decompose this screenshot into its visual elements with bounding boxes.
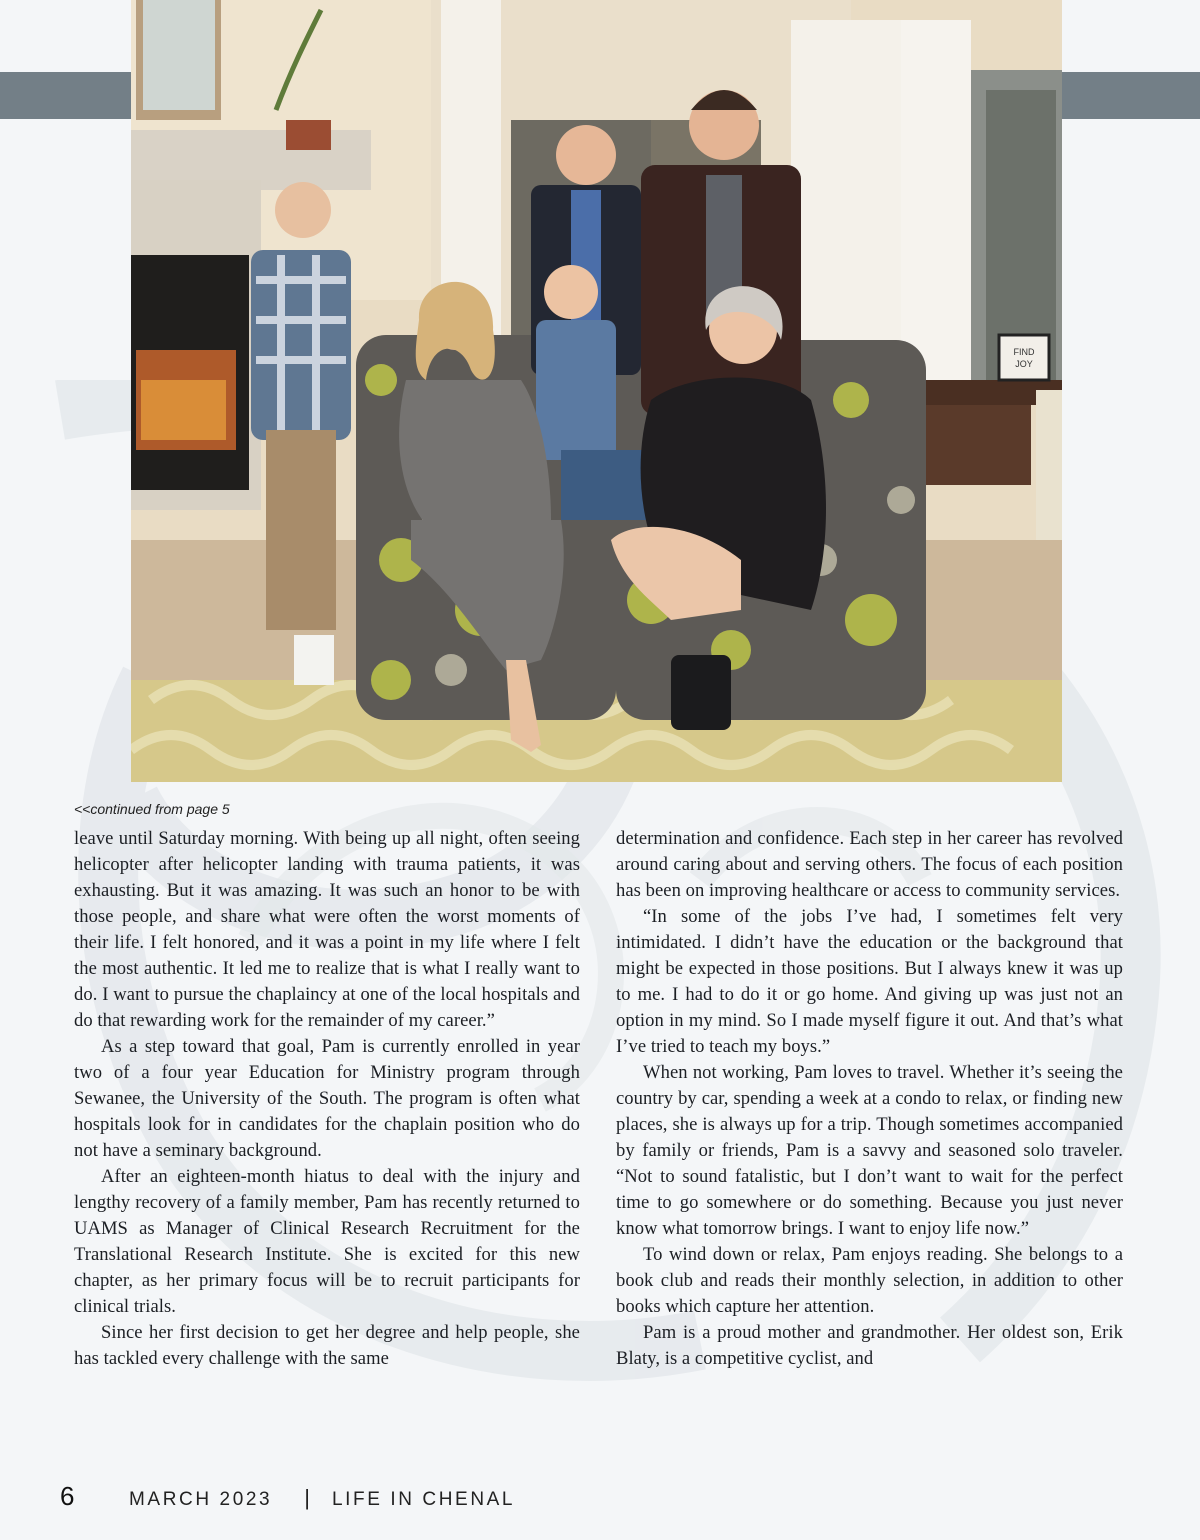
sign-line-2: JOY — [1015, 359, 1033, 369]
paragraph: As a step toward that goal, Pam is currently enrolled in year two of a four year Education for Ministry program through Sewanee, the University of the South. The program is often what hospitals look for in candidates for the chaplain position who do not have a seminary background. — [74, 1036, 580, 1161]
paragraph: Since her first decision to get her degree and help people, she has tackled every challenge with the same — [74, 1322, 580, 1369]
paragraph: When not working, Pam loves to travel. Whether it’s seeing the country by car, spending a week at a condo to relax, or finding new places, she is always up for a trip. Though sometimes accompanied by family or friends, Pam is a savvy and seasoned solo traveler. “Not to sound fatalistic, but I don’t want to wait for the perfect time to go somewhere or do something. Because you just never know what tomorrow brings. I want to enjoy life now.” — [616, 1062, 1123, 1239]
issue-date: MARCH 2023 — [129, 1489, 273, 1510]
paragraph: “In some of the jobs I’ve had, I sometimes felt very intimidated. I didn’t have the education or the background that might be expected in those positions. But I always knew it was up to me. I had to do it or go home. And giving up was just not an option in my mind. So I made myself figure it out. And that’s what I’ve tried to teach my boys.” — [616, 906, 1123, 1057]
accent-bar-right — [1062, 72, 1200, 119]
magazine-name: LIFE IN CHENAL — [331, 1489, 516, 1510]
continued-note: <<continued from page 5 — [74, 801, 230, 817]
paragraph: Pam is a proud mother and grandmother. Her oldest son, Erik Blaty, is a competitive cyclist, and — [616, 1322, 1123, 1369]
article-column-left — [74, 826, 580, 1372]
paragraph: determination and confidence. Each step in her career has revolved around caring about and serving others. The focus of each position has been on improving healthcare or access to community services. — [616, 828, 1123, 901]
article-column-right — [616, 826, 1123, 1372]
footer-separator: | — [304, 1485, 310, 1510]
page-footer — [60, 1481, 515, 1512]
sign-line-1: FIND — [1013, 347, 1035, 357]
family-portrait-photo — [131, 0, 1062, 782]
page-number: 6 — [60, 1481, 75, 1511]
paragraph: To wind down or relax, Pam enjoys reading. She belongs to a book club and reads their monthly selection, in addition to other books which capture her attention. — [616, 1244, 1123, 1317]
family-portrait-illustration — [131, 0, 1062, 782]
paragraph: leave until Saturday morning. With being up all night, often seeing helicopter after helicopter landing with trauma patients, it was exhausting. But it was amazing. It was such an honor to be with those people, and share what were often the worst moments of their life. I felt honored, and it was a point in my life where I felt the most authentic. It led me to realize that is what I really want to do. I want to pursue the chaplaincy at one of the local hospitals and do that rewarding work for the remainder of my career.” — [74, 828, 580, 1031]
paragraph: After an eighteen-month hiatus to deal with the injury and lengthy recovery of a family member, Pam has recently returned to UAMS as Manager of Clinical Research Recruitment for the Translational Research Institute. She is excited for this new chapter, as her primary focus will be to recruit participants for clinical trials. — [74, 1166, 580, 1317]
accent-bar-left — [0, 72, 132, 119]
